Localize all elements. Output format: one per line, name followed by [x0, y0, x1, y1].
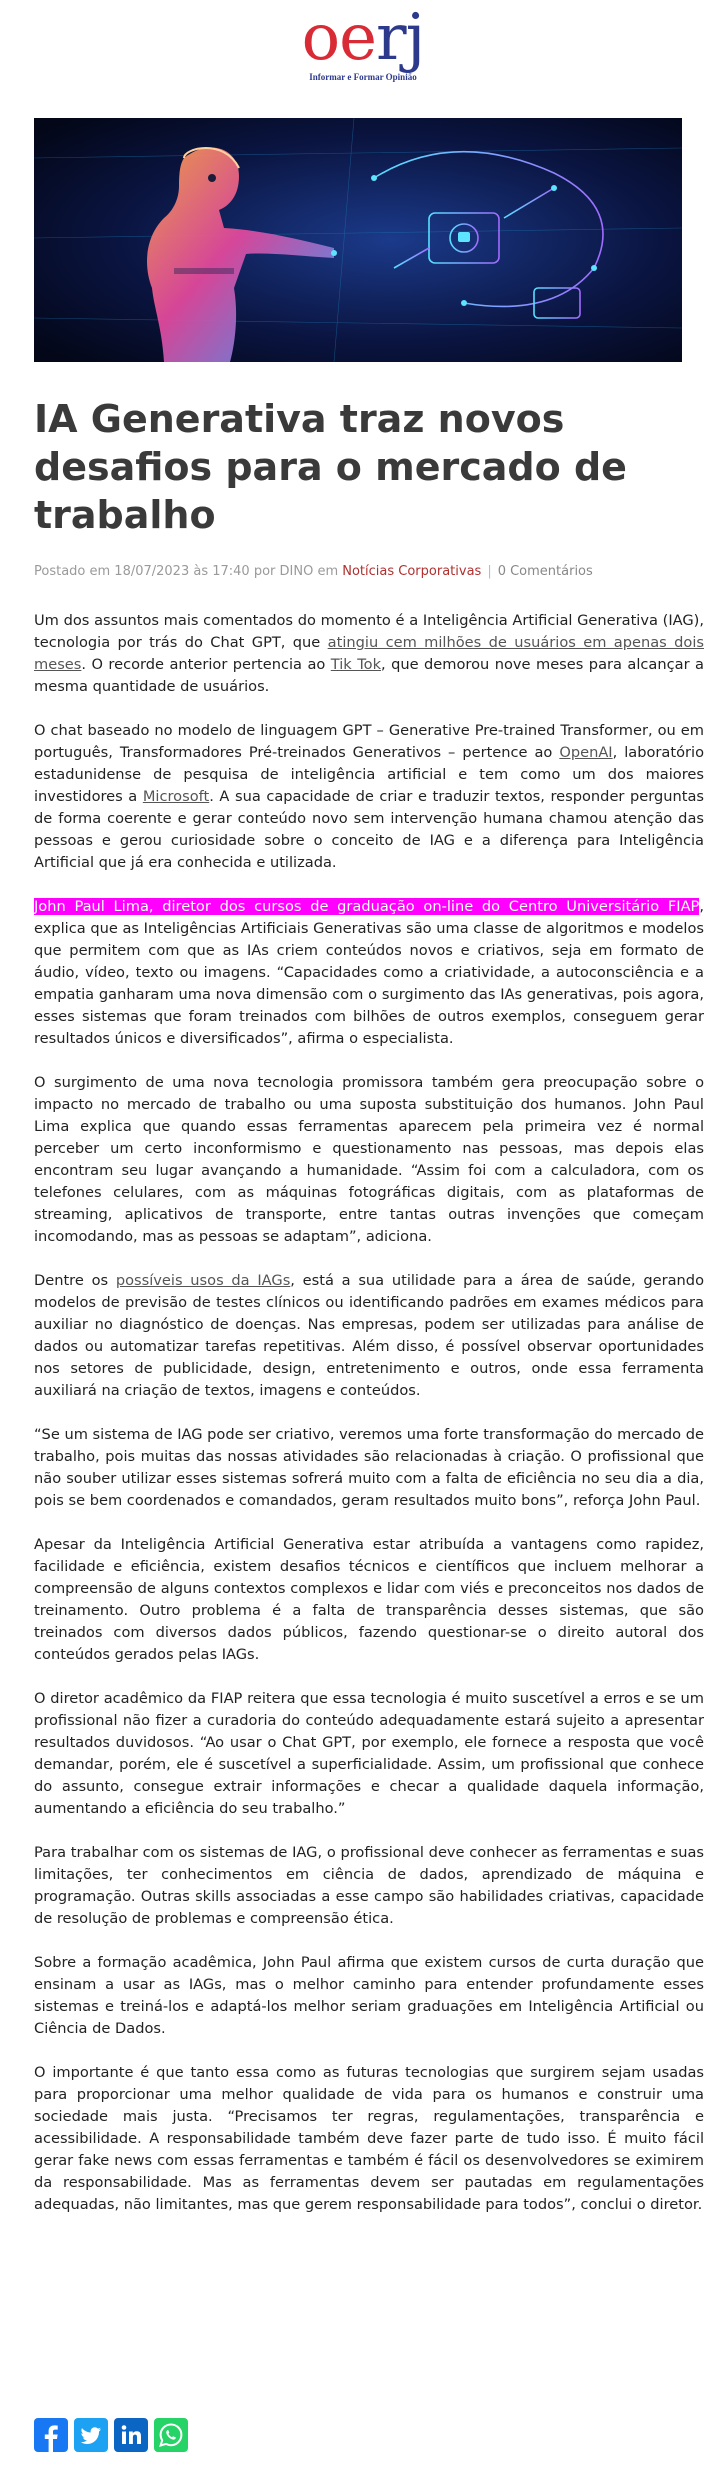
paragraph-4: O surgimento de uma nova tecnologia promissora também gera preocupação sobre o impacto no mercado de trabalho ou uma suposta substituição dos humanos. John Paul Lima explica que quando essas ferramentas aparecem pela primeira vez é normal perceber um certo inconformismo e questionamento nas pessoas, mas depois elas encontram seu lugar avançando a humanidade. “Assim foi com a calculadora, com os telefones celulares, com as máquinas fotográficas digitais, com as plataformas de streaming, aplicativos de transporte, entre tantas outras invenções que começam incomodando, mas as pessoas se adaptam”, adiciona.	[34, 1074, 704, 1245]
article-title: IA Generativa traz novos desafios para o mercado de trabalho	[34, 397, 627, 537]
link-openai[interactable]: OpenAI	[559, 744, 613, 761]
posted-info: Postado em 18/07/2023 às 17:40 por DINO em	[34, 564, 343, 579]
paragraph-10: Sobre a formação acadêmica, John Paul afirma que existem cursos de curta duração que ensinam a usar as IAGs, mas o melhor caminho para entender profundamente esses sistemas e treiná-los e adaptá-los melhor seriam graduações em Inteligência Artificial ou Ciência de Dados.	[34, 1954, 704, 2037]
twitter-icon	[74, 2418, 108, 2452]
meta-separator: |	[487, 564, 492, 579]
link-possiveis-usos[interactable]: possíveis usos da IAGs	[115, 1272, 291, 1289]
comments-link[interactable]: 0 Comentários	[497, 564, 593, 579]
paragraph-3: John Paul Lima, diretor dos cursos de graduação on-line do Centro Universitário FIAP, explica que as Inteligências Artificiais Generativas são uma classe de algoritmos e modelos que permitem com que as IAs criem conteúdos novos e criativos, seja em formato de áudio, vídeo, texto ou imagens. “Capacidades como a criatividade, a autoconsciência e a empatia ganharam uma nova dimensão com o surgimento das IAs generativas, pois agora, esses sistemas que foram treinados com bilhões de outros exemplos, conseguem gerar resultados únicos e diversificados”, afirma o especialista.	[34, 898, 704, 1047]
whatsapp-icon	[154, 2418, 188, 2452]
category-link[interactable]: Notícias Corporativas	[342, 564, 482, 579]
paragraph-8: O diretor acadêmico da FIAP reitera que essa tecnologia é muito suscetível a erros e se um profissional não fizer a curadoria do conteúdo adequadamente estará sujeito a apresentar resultados duvidosos. “Ao usar o Chat GPT, por exemplo, ele fornece a resposta que você demandar, porém, ele é suscetível a superficialidade. Assim, um profissional que conhece do assunto, consegue extrair informações e checar a qualidade daquela informação, aumentando a eficiência do seu trabalho.”	[34, 1690, 704, 1817]
article-meta	[34, 564, 694, 579]
logo-tagline: Informar e Formar Opinião	[309, 72, 417, 82]
paragraph-5: Dentre os possíveis usos da IAGs, está a sua utilidade para a área de saúde, gerando modelos de previsão de testes clínicos ou identificando padrões em exames médicos para auxiliar no diagnóstico de doenças. Nas empresas, podem ser utilizadas para análise de dados ou automatizar tarefas repetitivas. Além disso, é possível observar oportunidades nos setores de publicidade, design, entretenimento e outros, onde essa ferramenta auxiliará na criação de textos, imagens e conteúdos.	[34, 1272, 704, 1399]
site-logo[interactable]	[283, 1, 443, 88]
paragraph-6: “Se um sistema de IAG pode ser criativo, veremos uma forte transformação do mercado de trabalho, pois muitas das nossas atividades são relacionadas à criação. O profissional que não souber utilizar esses sistemas sofrerá muito com a falta de eficiência no seu dia a dia, pois se bem coordenados e comandados, geram resultados muito bons”, reforça John Paul.	[34, 1426, 704, 1509]
hero-image	[34, 118, 682, 362]
paragraph-1: Um dos assuntos mais comentados do momento é a Inteligência Artificial Generativa (IAG), tecnologia por trás do Chat GPT, que atingiu cem milhões de usuários em apenas dois meses. O recorde anterior pertencia ao Tik Tok, que demorou nove meses para alcançar a mesma quantidade de usuários.	[34, 612, 704, 695]
share-bar	[34, 2418, 188, 2452]
paragraph-2: O chat baseado no modelo de linguagem GPT – Generative Pre-trained Transformer, ou em português, Transformadores Pré-treinados Generativos – pertence ao OpenAI, laboratório estadunidense de pesquisa de inteligência artificial e tem como um dos maiores investidores a Microsoft. A sua capacidade de criar e traduzir textos, responder perguntas de forma coerente e gerar conteúdo novo sem intervenção humana chamou atenção das pessoas e gerou curiosidade sobre o conceito de IAG e a diferença para Inteligência Artificial que já era conhecida e utilizada.	[34, 722, 705, 871]
share-twitter-button[interactable]	[74, 2418, 108, 2452]
paragraph-11: O importante é que tanto essa como as futuras tecnologias que surgirem sejam usadas para proporcionar uma melhor qualidade de vida para os humanos e construir uma sociedade mais justa. “Precisamos ter regras, regulamentações, transparência e acessibilidade. A responsabilidade também deve fazer parte de tudo isso. É muito fácil gerar fake news com essas ferramentas e também é fácil os desenvolvedores se eximirem da responsabilidade. Mas as ferramentas devem ser pautadas em regulamentações adequadas, não limitantes, mas que gerem responsabilidade para todos”, conclui o diretor.	[34, 2064, 704, 2213]
linkedin-icon	[114, 2418, 148, 2452]
link-tik-tok[interactable]: Tik Tok	[330, 656, 382, 673]
paragraph-7: Apesar da Inteligência Artificial Generativa estar atribuída a vantagens como rapidez, facilidade e eficiência, existem desafios técnicos e científicos que incluem melhorar a compreensão de alguns contextos complexos e lidar com viés e preconceitos nos dados de treinamento. Outro problema é a falta de transparência desses sistemas, que são treinados com diversos dados públicos, fazendo questionar-se o direito autoral dos conteúdos gerados pelas IAGs.	[34, 1536, 704, 1663]
share-whatsapp-button[interactable]	[154, 2418, 188, 2452]
logo-wordmark: oerj	[301, 1, 425, 75]
article-body	[34, 610, 704, 2238]
share-facebook-button[interactable]	[34, 2418, 68, 2452]
highlighted-text: John Paul Lima, diretor dos cursos de graduação on-line do Centro Universitário FIAP	[34, 898, 700, 915]
link-cem-milhoes[interactable]: atingiu cem milhões de usuários em apenas dois meses	[34, 634, 704, 673]
ai-robot-illustration	[34, 118, 682, 362]
site-header	[0, 1, 726, 88]
facebook-icon	[34, 2418, 68, 2452]
link-microsoft[interactable]: Microsoft	[142, 788, 210, 805]
share-linkedin-button[interactable]	[114, 2418, 148, 2452]
paragraph-9: Para trabalhar com os sistemas de IAG, o profissional deve conhecer as ferramentas e suas limitações, ter conhecimentos em ciência de dados, aprendizado de máquina e programação. Outras skills associadas a esse campo são habilidades criativas, capacidade de resolução de problemas e compreensão ética.	[34, 1844, 704, 1927]
